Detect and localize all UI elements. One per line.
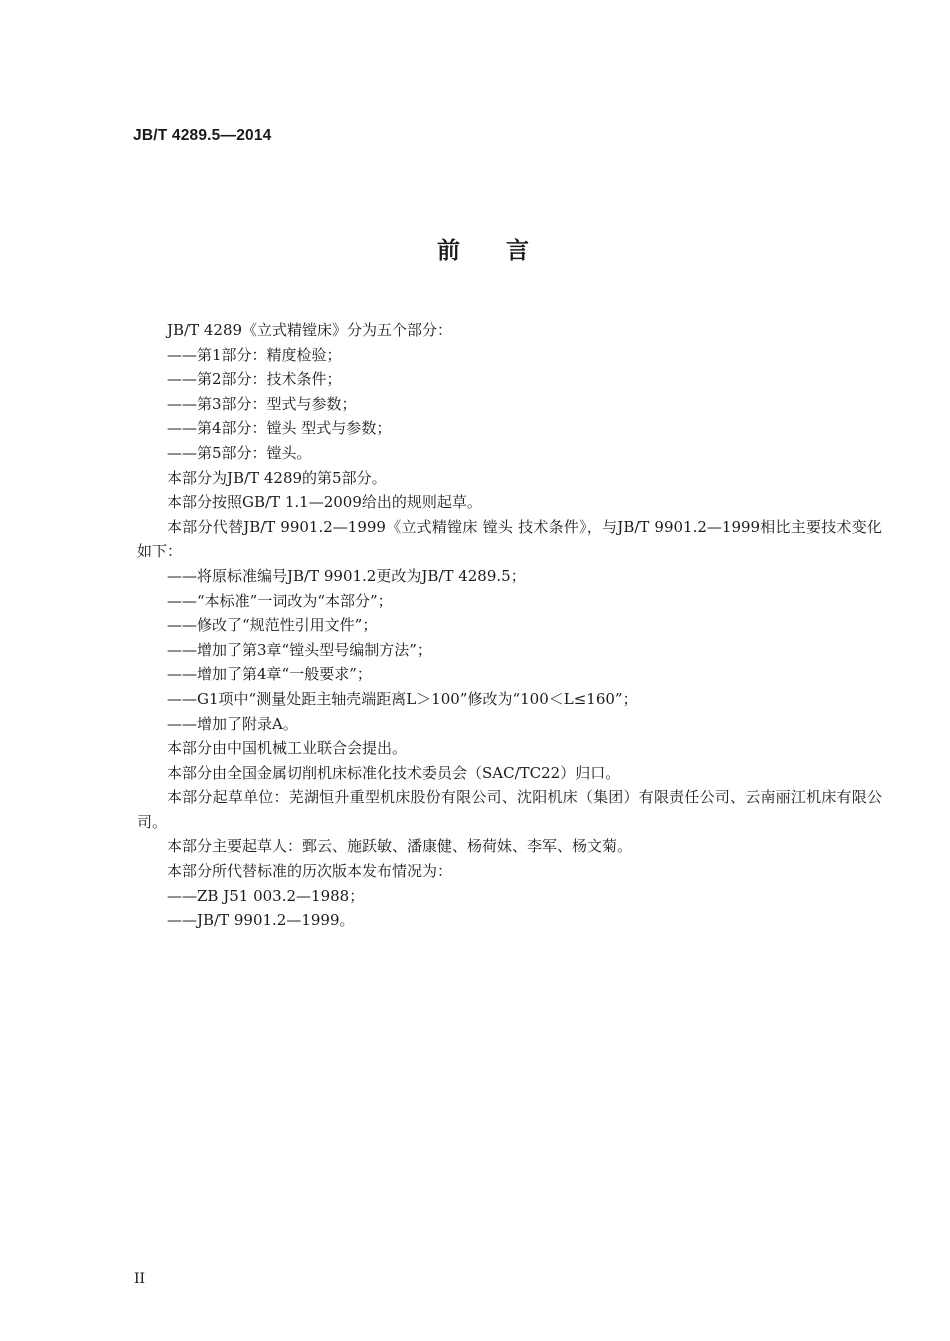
paragraph-replacement: 本部分代替JB/T 9901.2—1999《立式精镗床 镗头 技术条件》，与JB/T 9901.2—1999相比主要技术变化如下： [137, 517, 882, 561]
paragraph-intro: JB/T 4289《立式精镗床》分为五个部分： [167, 321, 453, 339]
list-item-history-2: ——JB/T 9901.2—1999。 [167, 911, 355, 930]
paragraph-drafters: 本部分主要起草人：鄄云、施跃敏、潘康健、杨荷妹、李军、杨文菊。 [167, 837, 633, 856]
list-item-change-6: ——G1项中“测量处距主轴壳端距离L＞100”修改为“100＜L≤160”； [167, 689, 638, 708]
list-item-part-3: ——第3部分：型式与参数； [167, 394, 357, 413]
paragraph-committee: 本部分由全国金属切削机床标准化技术委员会（SAC/TC22）归口。 [167, 763, 621, 782]
list-item-part-4: ——第4部分：镗头 型式与参数； [167, 419, 392, 438]
paragraph-drafting-units: 本部分起草单位：芜湖恒升重型机床股份有限公司、沈阳机床（集团）有限责任公司、云南丽江机床有限公司。 [137, 788, 882, 831]
list-item-history-1: ——ZB J51 003.2—1988； [167, 886, 365, 905]
list-item-part-2: ——第2部分：技术条件； [167, 370, 342, 389]
paragraph-part-statement: 本部分为JB/T 4289的第5部分。 [167, 468, 387, 487]
foreword-body [137, 318, 882, 933]
paragraph-proposer: 本部分由中国机械工业联合会提出。 [167, 739, 408, 758]
list-item-change-5: ——增加了第4章“一般要求”； [167, 665, 372, 684]
standard-code: JB/T 4289.5—2014 [133, 127, 272, 144]
page-number: II [134, 1271, 146, 1287]
list-item-change-7: ——增加了附录A。 [167, 714, 298, 733]
page-title: 前言 [437, 238, 575, 264]
list-item-change-2: ——“本标准”一词改为“本部分”； [167, 591, 393, 610]
paragraph-drafting-rules: 本部分按照GB/T 1.1—2009给出的规则起草。 [167, 493, 482, 512]
paragraph-history: 本部分所代替标准的历次版本发布情况为： [167, 862, 453, 881]
list-item-change-1: ——将原标准编号JB/T 9901.2更改为JB/T 4289.5； [167, 566, 526, 585]
list-item-part-1: ——第1部分：精度检验； [167, 345, 342, 364]
list-item-change-3: ——修改了“规范性引用文件”； [167, 616, 378, 635]
list-item-change-4: ——增加了第3章“镗头型号编制方法”； [167, 640, 432, 659]
list-item-part-5: ——第5部分：镗头。 [167, 443, 312, 462]
